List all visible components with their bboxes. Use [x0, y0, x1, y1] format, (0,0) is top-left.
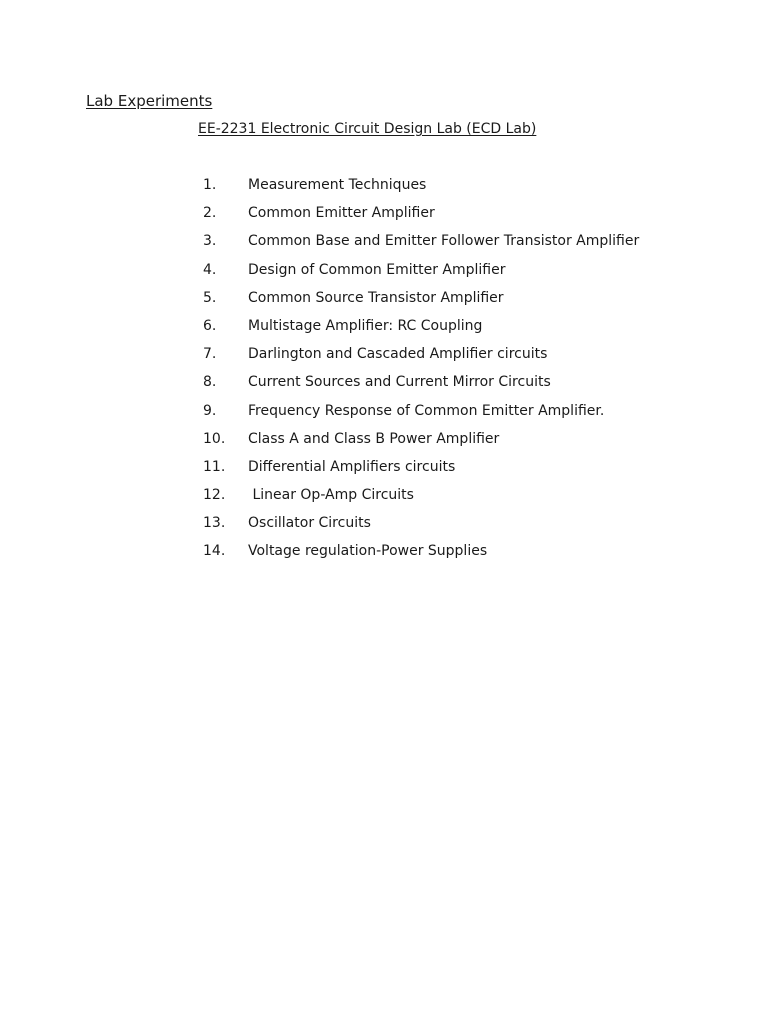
experiment-title: Common Source Transistor Amplifier: [248, 289, 504, 306]
experiment-number: 8.: [203, 374, 217, 391]
experiment-title: Differential Amplifiers circuits: [248, 458, 456, 475]
experiment-title: Oscillator Circuits: [248, 515, 371, 532]
experiment-title: Darlington and Cascaded Amplifier circuits: [248, 346, 548, 363]
experiment-number: 13.: [203, 515, 226, 532]
experiment-title: Multistage Amplifier: RC Coupling: [248, 317, 483, 334]
experiment-number: 10.: [203, 430, 226, 447]
list-item: [0, 373, 768, 401]
experiment-title: Common Base and Emitter Follower Transistor Amplifier: [248, 233, 640, 250]
experiment-title: Linear Op-Amp Circuits: [248, 487, 414, 504]
list-item: [0, 232, 768, 260]
list-item: [0, 317, 768, 345]
list-item: [0, 458, 768, 486]
list-item: [0, 204, 768, 232]
list-item: [0, 430, 768, 458]
experiment-number: 7.: [203, 346, 217, 363]
list-item: [0, 542, 768, 570]
experiment-title: Class A and Class B Power Amplifier: [248, 430, 500, 447]
experiment-number: 9.: [203, 402, 217, 419]
experiment-number: 1.: [203, 177, 217, 193]
list-item: [0, 345, 768, 373]
page-title: Lab Experiments: [86, 92, 213, 110]
experiment-title: Common Emitter Amplifier: [248, 205, 435, 222]
course-subtitle: EE-2231 Electronic Circuit Design Lab (ECD Lab): [198, 121, 537, 137]
list-item: [0, 289, 768, 317]
experiment-number: 14.: [203, 543, 226, 560]
experiment-title: Measurement Techniques: [248, 177, 427, 193]
experiment-number: 5.: [203, 289, 217, 306]
list-item: [0, 402, 768, 430]
experiment-number: 12.: [203, 487, 226, 504]
list-item: [0, 486, 768, 514]
experiment-number: 11.: [203, 458, 226, 475]
experiment-number: 6.: [203, 317, 217, 334]
experiment-title: Design of Common Emitter Amplifier: [248, 261, 506, 278]
list-item: [0, 514, 768, 542]
experiment-title: Voltage regulation-Power Supplies: [248, 543, 488, 560]
experiment-number: 4.: [203, 261, 217, 278]
experiment-title: Frequency Response of Common Emitter Amplifier.: [248, 402, 605, 419]
experiment-list: [0, 176, 768, 571]
list-item: [0, 261, 768, 289]
list-item: [0, 176, 768, 204]
experiment-number: 3.: [203, 233, 217, 250]
experiment-number: 2.: [203, 205, 217, 222]
experiment-title: Current Sources and Current Mirror Circuits: [248, 374, 551, 391]
